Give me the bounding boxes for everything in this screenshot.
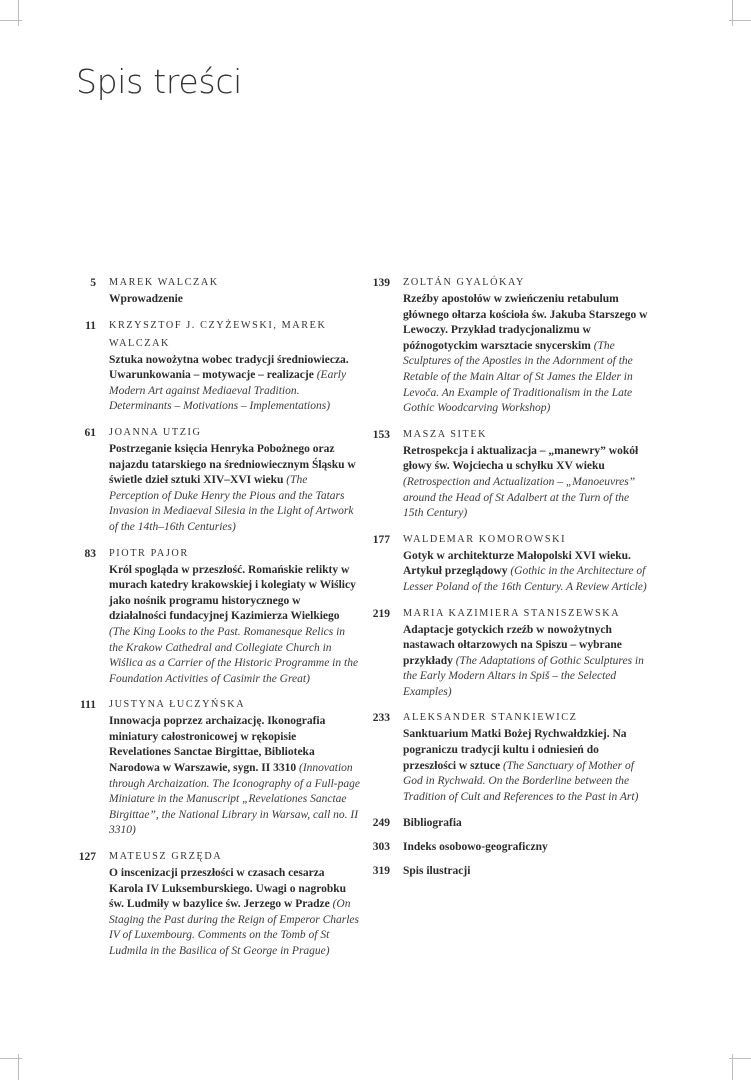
crop-mark	[0, 1058, 22, 1059]
toc-title	[109, 563, 360, 688]
toc-author: MAREK WALCZAK	[109, 277, 219, 288]
toc-column-left	[76, 274, 360, 969]
toc-entry[interactable]	[370, 274, 652, 417]
toc-page-number: 61	[84, 426, 96, 439]
toc-title	[403, 623, 652, 701]
toc-page-number: 319	[372, 865, 390, 878]
toc-title-english: (The Adaptations of Gothic Sculptures in the Early Modern Altars in Spiš – the Selected Examples)	[403, 654, 644, 698]
toc-author: WALDEMAR KOMOROWSKI	[403, 533, 567, 545]
toc-title-english: (Retrospection and Actualization – „Manoeuvres” around the Head of St Adalbert at the Turn of the 15th Century)	[403, 475, 636, 520]
toc-title	[403, 727, 652, 805]
toc-page-number: 233	[372, 712, 390, 725]
toc-title-polish: Bibliografia	[403, 817, 462, 830]
toc-entry[interactable]	[76, 317, 360, 415]
toc-title-english: (Early Modern Art against Mediaeval Tradition. Determinants – Motivations – Implementations)	[109, 369, 347, 413]
crop-mark	[0, 20, 22, 21]
toc-title	[403, 292, 652, 417]
toc-title-polish: Gotyk w architekturze Małopolski XVI wieku. Artykuł przeglądowy	[403, 549, 631, 578]
toc-title-polish: Rzeźby apostołów w zwieńczeniu retabulum głównego ołtarza kościoła św. Jakuba Starszego w Lewoczy. Przykład tradycjonalizmu w późnogotyckim warsztacie snycerskim	[403, 293, 648, 352]
toc-entry[interactable]	[370, 709, 652, 805]
toc-title	[109, 866, 360, 960]
toc-title-polish: Sztuka nowożytna wobec tradycji średniowiecza. Uwarunkowania – motywacje – realizacje	[109, 353, 349, 382]
toc-title-polish: Adaptacje gotyckich rzeźb w nowożytnych nastawach ołtarzowych na Spiszu – wybrane przykłady	[403, 623, 622, 667]
toc-title	[109, 714, 360, 839]
toc-page-number: 83	[84, 547, 96, 560]
toc-title-polish: Retrospekcja i aktualizacja – „manewry” wokół głowy św. Wojciecha u schyłku XV wieku	[403, 444, 639, 473]
toc-title-english: (Gothic in the Architecture of Lesser Poland of the 16th Century. A Review Article)	[403, 565, 647, 593]
toc-title	[109, 353, 360, 415]
toc-title	[403, 444, 652, 522]
toc-entry[interactable]	[76, 545, 360, 688]
toc-title-polish: Król spogląda w przeszłość. Romańskie relikty w murach katedry krakowskiej i kolegiaty w Wiślicy jako nośnik programu historycznego w działalności fundacyjnej Kazimierza Wielkiego	[109, 563, 356, 623]
toc-page-number: 127	[78, 851, 96, 864]
toc-title	[109, 442, 360, 536]
toc-author: MATEUSZ GRZĘDA	[109, 851, 223, 863]
crop-mark	[18, 0, 19, 26]
toc-entry[interactable]	[370, 838, 652, 856]
toc-title-polish: O inscenizacji przeszłości w czasach cesarza Karola IV Luksemburskiego. Uwagi o nagrobku św. Ludmiły w bazylice św. Jerzego w Pradze	[109, 867, 347, 911]
toc-page-number: 11	[85, 319, 96, 332]
toc-entry[interactable]	[76, 274, 360, 308]
toc-page-number: 177	[372, 533, 390, 546]
toc-author: JUSTYNA ŁUCZYŃSKA	[109, 699, 246, 711]
toc-author: ALEKSANDER STANKIEWICZ	[403, 712, 578, 724]
toc-entry[interactable]	[76, 848, 360, 960]
toc-author: KRZYSZTOF J. CZYŻEWSKI, MAREK WALCZAK	[109, 319, 327, 349]
crop-mark	[729, 1058, 751, 1059]
toc-page-number: 111	[80, 699, 96, 712]
toc-title-polish: Wprowadzenie	[109, 293, 183, 305]
toc-entry[interactable]	[370, 814, 652, 832]
page-title: Spis treści	[76, 62, 243, 101]
toc-title-polish: Spis ilustracji	[403, 865, 471, 878]
toc-author: JOANNA UTZIG	[109, 426, 202, 438]
toc-entry[interactable]	[76, 696, 360, 839]
toc-entry[interactable]	[76, 424, 360, 536]
toc-title-english: (Innovation through Archaization. The Iconography of a Full-page Miniature in the Manuscript „Revelationes Sanctae Birgittae”, the National Library in Warsaw, call no. II 3310)	[109, 762, 360, 837]
toc-author: PIOTR PAJOR	[109, 547, 189, 559]
toc-entry[interactable]	[370, 426, 652, 522]
toc-title-polish: Postrzeganie księcia Henryka Pobożnego oraz najazdu tatarskiego na średniowiecznym Śląsku w świetle dzieł sztuki XIV–XVI wieku	[109, 442, 356, 487]
toc-title	[403, 862, 652, 880]
crop-mark	[732, 0, 733, 26]
toc-page-number: 249	[372, 817, 390, 830]
toc-entry[interactable]	[370, 605, 652, 701]
toc-title-polish: Innowacja poprzez archaizację. Ikonografia miniatury całostronicowej w rękopisie Revelationes Sanctae Birgittae, Biblioteka Narodowa w Warszawie, sygn. II 3310	[109, 715, 326, 775]
toc-title-polish: Indeks osobowo-geograficzny	[403, 841, 548, 854]
toc-title-polish: Sanktuarium Matki Bożej Rychwałdzkiej. Na pograniczu tradycji kultu i odniesień do przeszłości w sztuce	[403, 728, 627, 772]
toc-entry[interactable]	[370, 862, 652, 880]
toc-page-number: 303	[372, 841, 390, 854]
toc-page-number: 153	[372, 428, 390, 441]
toc-entry[interactable]	[370, 531, 652, 596]
toc-title-english: (The Sculptures of the Apostles in the Adornment of the Retable of the Main Altar of St James the Elder in Levoča. An Example of Traditionalism in the Late Gothic Woodcarving Workshop)	[403, 339, 633, 415]
toc-page-number: 139	[372, 277, 390, 289]
crop-mark	[729, 20, 751, 21]
toc-title	[403, 549, 652, 596]
toc-title-english: (The Sanctuary of Mother of God in Rychwałd. On the Borderline between the Tradition of Cult and References to the Past in Art)	[403, 759, 639, 803]
toc-title	[403, 814, 652, 832]
toc-author: ZOLTÁN GYALÓKAY	[403, 277, 526, 288]
toc-title-english: (On Staging the Past during the Reign of Emperor Charles IV of Luxembourg. Comments on the Tomb of St Ludmila in the Basilica of St George in Prague)	[109, 898, 360, 957]
toc-author: MARIA KAZIMIERA STANISZEWSKA	[403, 607, 621, 619]
toc-column-right	[370, 274, 652, 886]
toc-author: MASZA SITEK	[403, 428, 488, 440]
toc-page-number: 219	[372, 607, 390, 620]
toc-title	[403, 838, 652, 856]
toc-title-english: (The Perception of Duke Henry the Pious and the Tatars Invasion in Mediaeval Silesia in the Light of Artwork of the 14th–16th Centuries)	[109, 474, 354, 533]
toc-page-number: 5	[90, 277, 96, 289]
toc-title-english: (The King Looks to the Past. Romanesque Relics in the Krakow Cathedral and Collegiate Church in Wiślica as a Carrier of the Historic Programme in the Foundation Activities of Casimir the Great)	[109, 625, 359, 685]
toc-title	[109, 292, 360, 308]
